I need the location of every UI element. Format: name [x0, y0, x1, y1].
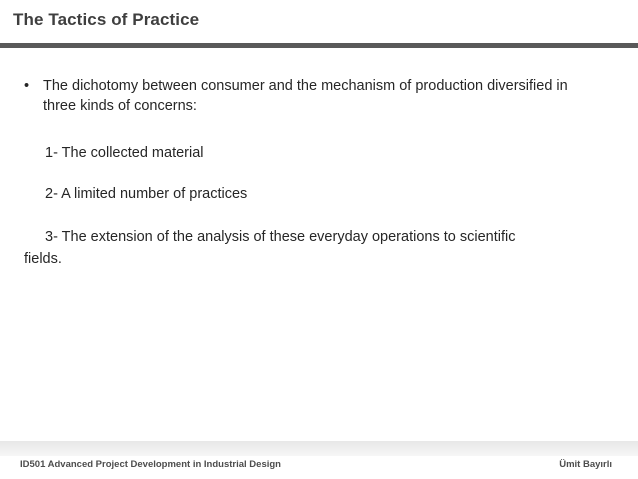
slide-title: The Tactics of Practice [13, 10, 200, 29]
list-item-limited-practices: 2- A limited number of practices [45, 186, 248, 202]
footer-band [0, 441, 638, 456]
bullet-text: The dichotomy between consumer and the mechanism of production diversified in three kinds of concerns: [43, 78, 568, 114]
slide-content [0, 76, 638, 116]
footer-course-title: ID501 Advanced Project Development in Industrial Design [20, 459, 281, 470]
list-item-collected-material: 1- The collected material [45, 145, 204, 161]
bullet-point [0, 76, 638, 116]
list-item-extension-continuation: fields. [24, 251, 62, 267]
bullet-icon: • [24, 78, 30, 94]
title-divider [0, 43, 638, 48]
footer-author: Ümit Bayırlı [559, 459, 612, 470]
list-item-extension-analysis: 3- The extension of the analysis of these everyday operations to scientific [45, 229, 516, 245]
